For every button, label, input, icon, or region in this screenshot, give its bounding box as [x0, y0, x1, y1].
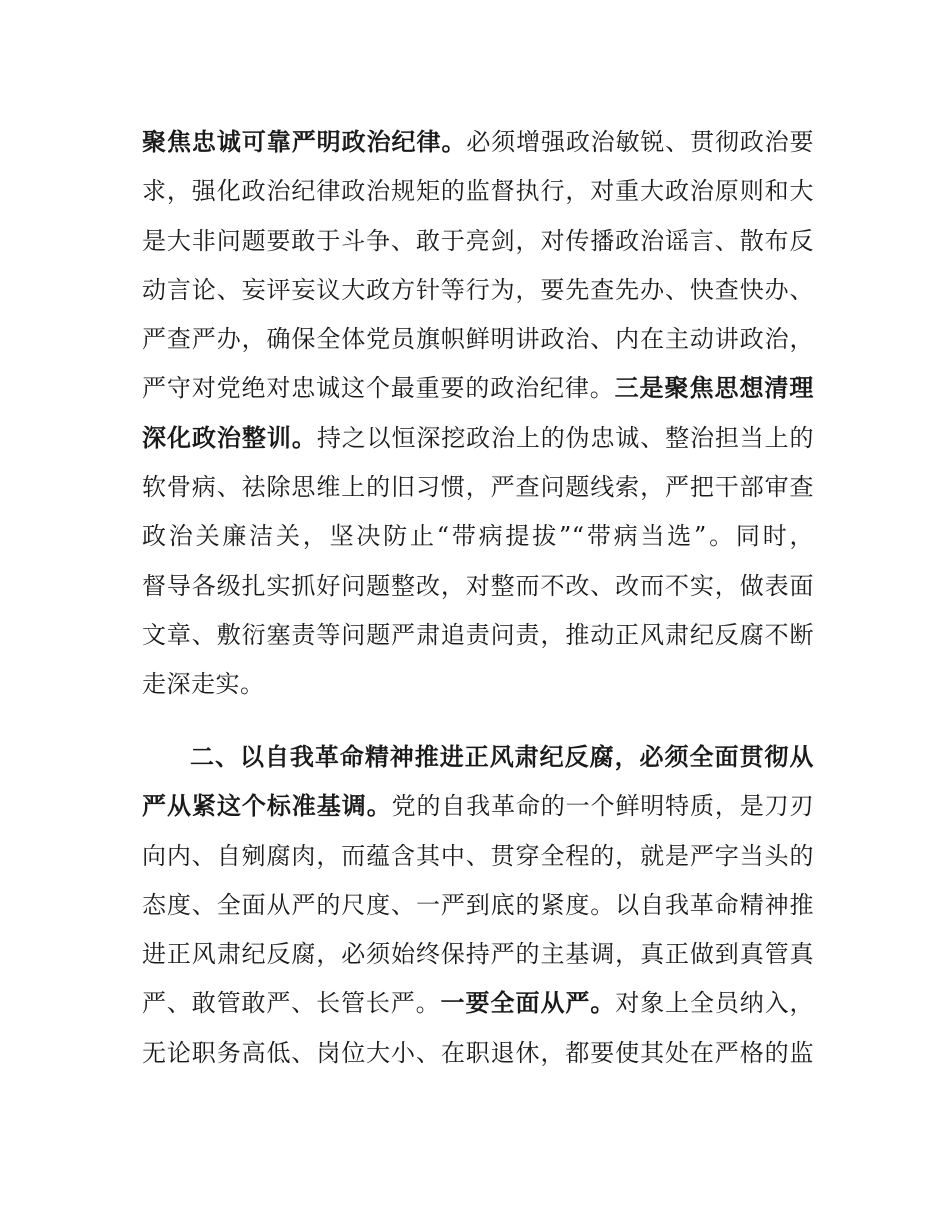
body-text: 文章、敷衍塞责等问题严肃追责问责，推动正风肃纪反腐不断 — [142, 620, 814, 649]
body-text: 软骨病、祛除思维上的旧习惯，严查问题线索，严把干部审查 — [142, 473, 814, 502]
bold-heading-text: 一要全面从严。 — [440, 989, 616, 1018]
body-text: 是大非问题要敢于斗争、敢于亮剑，对传播政治谣言、散布反 — [142, 226, 814, 255]
paragraph-line — [142, 414, 814, 463]
paragraph-line — [142, 660, 814, 709]
body-text: 必须增强政治敏锐、贯彻政治要 — [466, 128, 814, 156]
body-text: 态度、全面从严的尺度、一严到底的紧度。以自我革命精神推 — [142, 890, 814, 919]
paragraph-line — [142, 167, 814, 216]
body-text: 进正风肃纪反腐，必须始终保持严的主基调，真正做到真管真 — [142, 940, 814, 969]
body-text: 动言论、妄评妄议大政方针等行为，要先查先办、快查快办、 — [142, 275, 814, 304]
body-text: 走深走实。 — [142, 670, 265, 699]
body-text: 无论职务高低、岗位大小、在职退休，都要使其处在严格的监 — [142, 1038, 814, 1067]
body-text: 政治关廉洁关，坚决防止“带病提拔”“带病当选”。同时， — [142, 522, 814, 551]
paragraph-line — [142, 217, 814, 266]
bold-heading-text: 三是聚焦思想清理 — [614, 374, 814, 403]
paragraph-2 — [142, 733, 814, 1078]
body-text: 向内、自剜腐肉，而蕴含其中、贯穿全程的，就是严字当头的 — [142, 841, 814, 870]
paragraph-line — [142, 881, 814, 930]
bold-heading-text: 二、以自我革命精神推进正风肃纪反腐，必须全面贯彻从 — [190, 743, 814, 771]
paragraph-line — [142, 832, 814, 881]
body-text: 党的自我革命的一个鲜明特质，是刀刃 — [391, 792, 815, 821]
paragraph-line — [142, 562, 814, 611]
body-text: 严守对党绝对忠诚这个最重要的政治纪律。 — [142, 374, 615, 403]
paragraph-line — [142, 463, 814, 512]
paragraph-line — [142, 118, 814, 167]
bold-heading-text: 严从紧这个标准基调。 — [142, 792, 392, 821]
paragraph-line — [142, 512, 814, 561]
paragraph-line — [142, 733, 814, 782]
bold-heading-text: 聚焦忠诚可靠严明政治纪律。 — [142, 128, 467, 156]
paragraph-line — [142, 782, 814, 831]
body-text: 对象上全员纳入， — [615, 989, 815, 1018]
body-text: 严、敢管敢严、长管长严。 — [142, 989, 441, 1018]
paragraph-line — [142, 611, 814, 660]
bold-heading-text: 深化政治整训。 — [142, 423, 317, 452]
body-text: 严查严办，确保全体党员旗帜鲜明讲政治、内在主动讲政治， — [142, 325, 814, 354]
paragraph-line — [142, 1029, 814, 1078]
body-text: 督导各级扎实抓好问题整改，对整而不改、改而不实，做表面 — [142, 571, 814, 600]
body-text: 持之以恒深挖政治上的伪忠诚、整治担当上的 — [316, 423, 815, 452]
paragraph-line — [142, 930, 814, 979]
body-text: 求，强化政治纪律政治规矩的监督执行，对重大政治原则和大 — [142, 177, 814, 206]
paragraph-line — [142, 979, 814, 1028]
paragraph-line — [142, 315, 814, 364]
paragraph-line — [142, 266, 814, 315]
paragraph-line — [142, 364, 814, 413]
paragraph-1 — [142, 118, 814, 710]
